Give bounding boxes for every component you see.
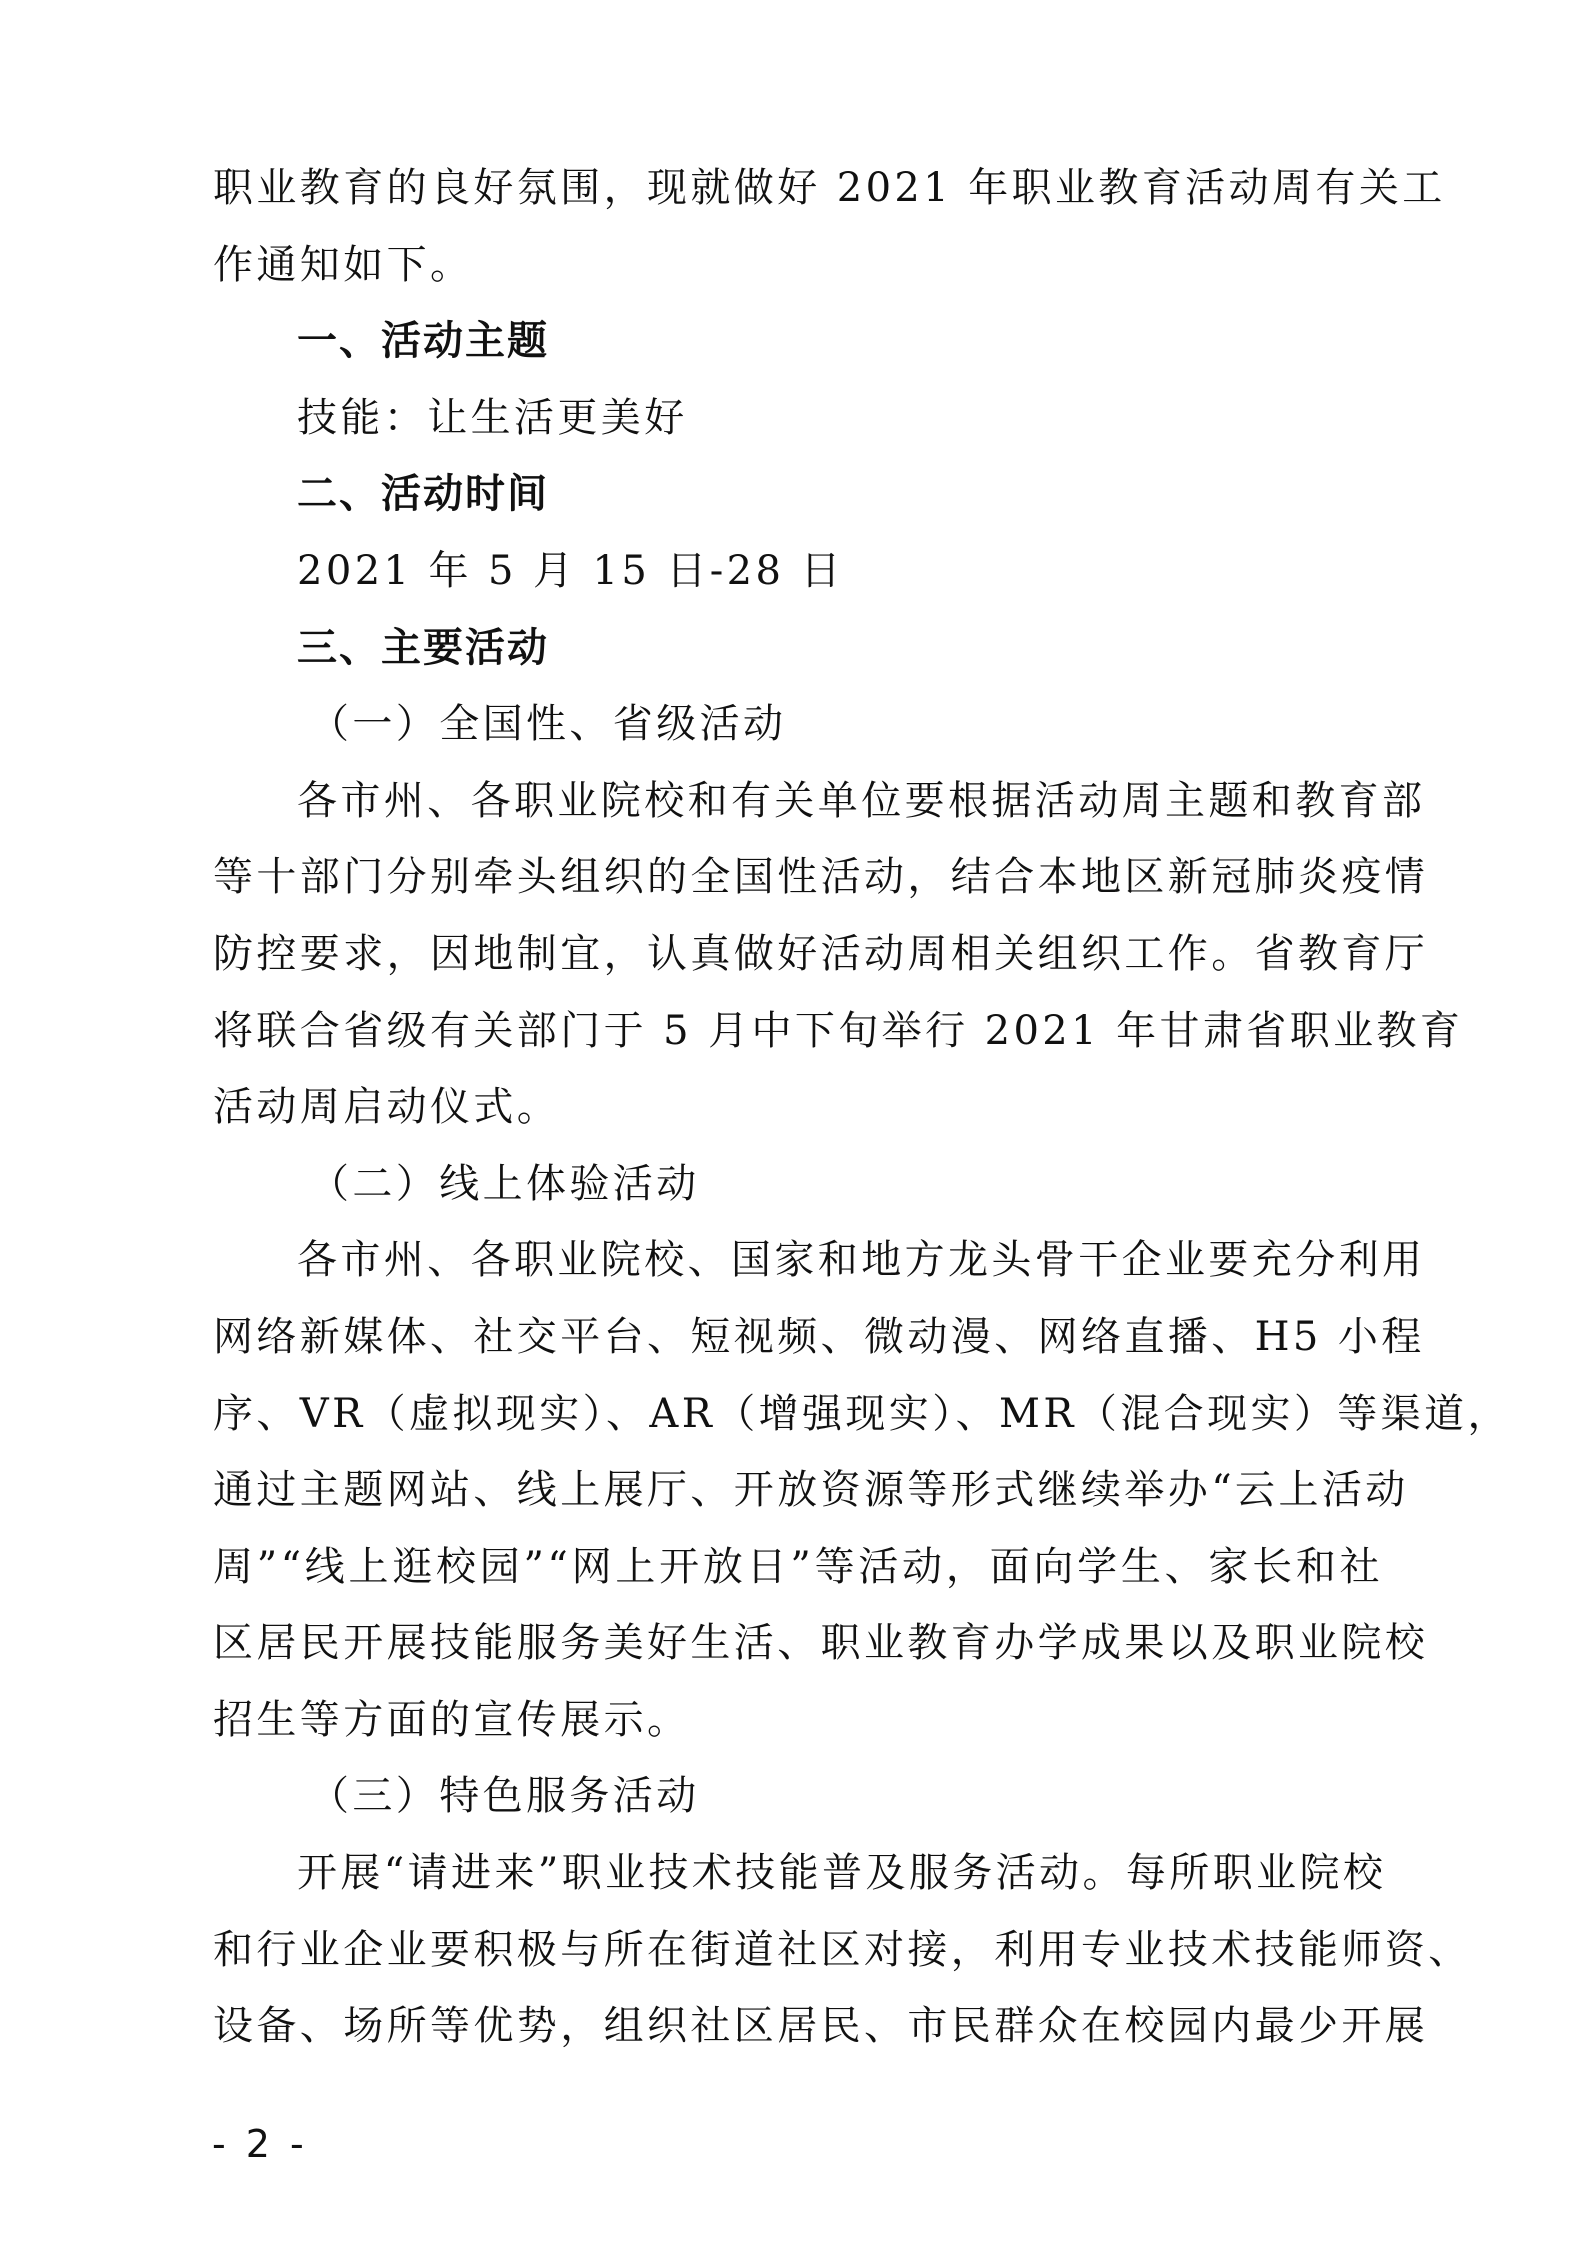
body-line: 周”“线上逛校园”“网上开放日”等活动，面向学生、家长和社 <box>213 1543 1383 1590</box>
page-number: - 2 - <box>212 2122 308 2166</box>
section-heading-theme: 一、活动主题 <box>297 318 549 365</box>
body-line: 和行业企业要积极与所在街道社区对接，利用专业技术技能师资、 <box>213 1926 1472 1973</box>
body-line: 开展“请进来”职业技术技能普及服务活动。每所职业院校 <box>297 1850 1387 1897</box>
body-line: 等十部门分别牵头组织的全国性活动，结合本地区新冠肺炎疫情 <box>213 854 1429 901</box>
body-line: 将联合省级有关部门于 5 月中下旬举行 2021 年甘肃省职业教育 <box>213 1007 1464 1054</box>
body-line: 防控要求，因地制宜，认真做好活动周相关组织工作。省教育厅 <box>213 930 1429 977</box>
document-page <box>213 150 1511 2065</box>
body-line: 通过主题网站、线上展厅、开放资源等形式继续举办“云上活动 <box>213 1467 1409 1514</box>
subsection-heading: （二）线上体验活动 <box>309 1160 700 1207</box>
body-line: 各市州、各职业院校、国家和地方龙头骨干企业要充分利用 <box>297 1237 1426 1284</box>
body-line: 职业教育的良好氛围，现就做好 2021 年职业教育活动周有关工 <box>213 165 1446 211</box>
body-line: 技能：让生活更美好 <box>297 394 688 441</box>
subsection-heading: （三）特色服务活动 <box>309 1773 700 1820</box>
body-line: 招生等方面的宣传展示。 <box>213 1696 691 1743</box>
body-line: 作通知如下。 <box>213 241 474 288</box>
body-line: 2021 年 5 月 15 日-28 日 <box>297 547 844 594</box>
body-line: 活动周启动仪式。 <box>213 1084 561 1131</box>
body-line: 各市州、各职业院校和有关单位要根据活动周主题和教育部 <box>297 777 1426 824</box>
body-line: 区居民开展技能服务美好生活、职业教育办学成果以及职业院校 <box>213 1620 1429 1667</box>
body-line: 设备、场所等优势，组织社区居民、市民群众在校园内最少开展 <box>213 2003 1429 2050</box>
body-line: 网络新媒体、社交平台、短视频、微动漫、网络直播、H5 小程 <box>213 1313 1425 1360</box>
subsection-heading: （一）全国性、省级活动 <box>309 701 787 748</box>
section-heading-activities: 三、主要活动 <box>297 624 549 671</box>
section-heading-time: 二、活动时间 <box>297 471 549 518</box>
body-line: 序、VR（虚拟现实）、AR（增强现实）、MR（混合现实）等渠道， <box>213 1390 1511 1437</box>
